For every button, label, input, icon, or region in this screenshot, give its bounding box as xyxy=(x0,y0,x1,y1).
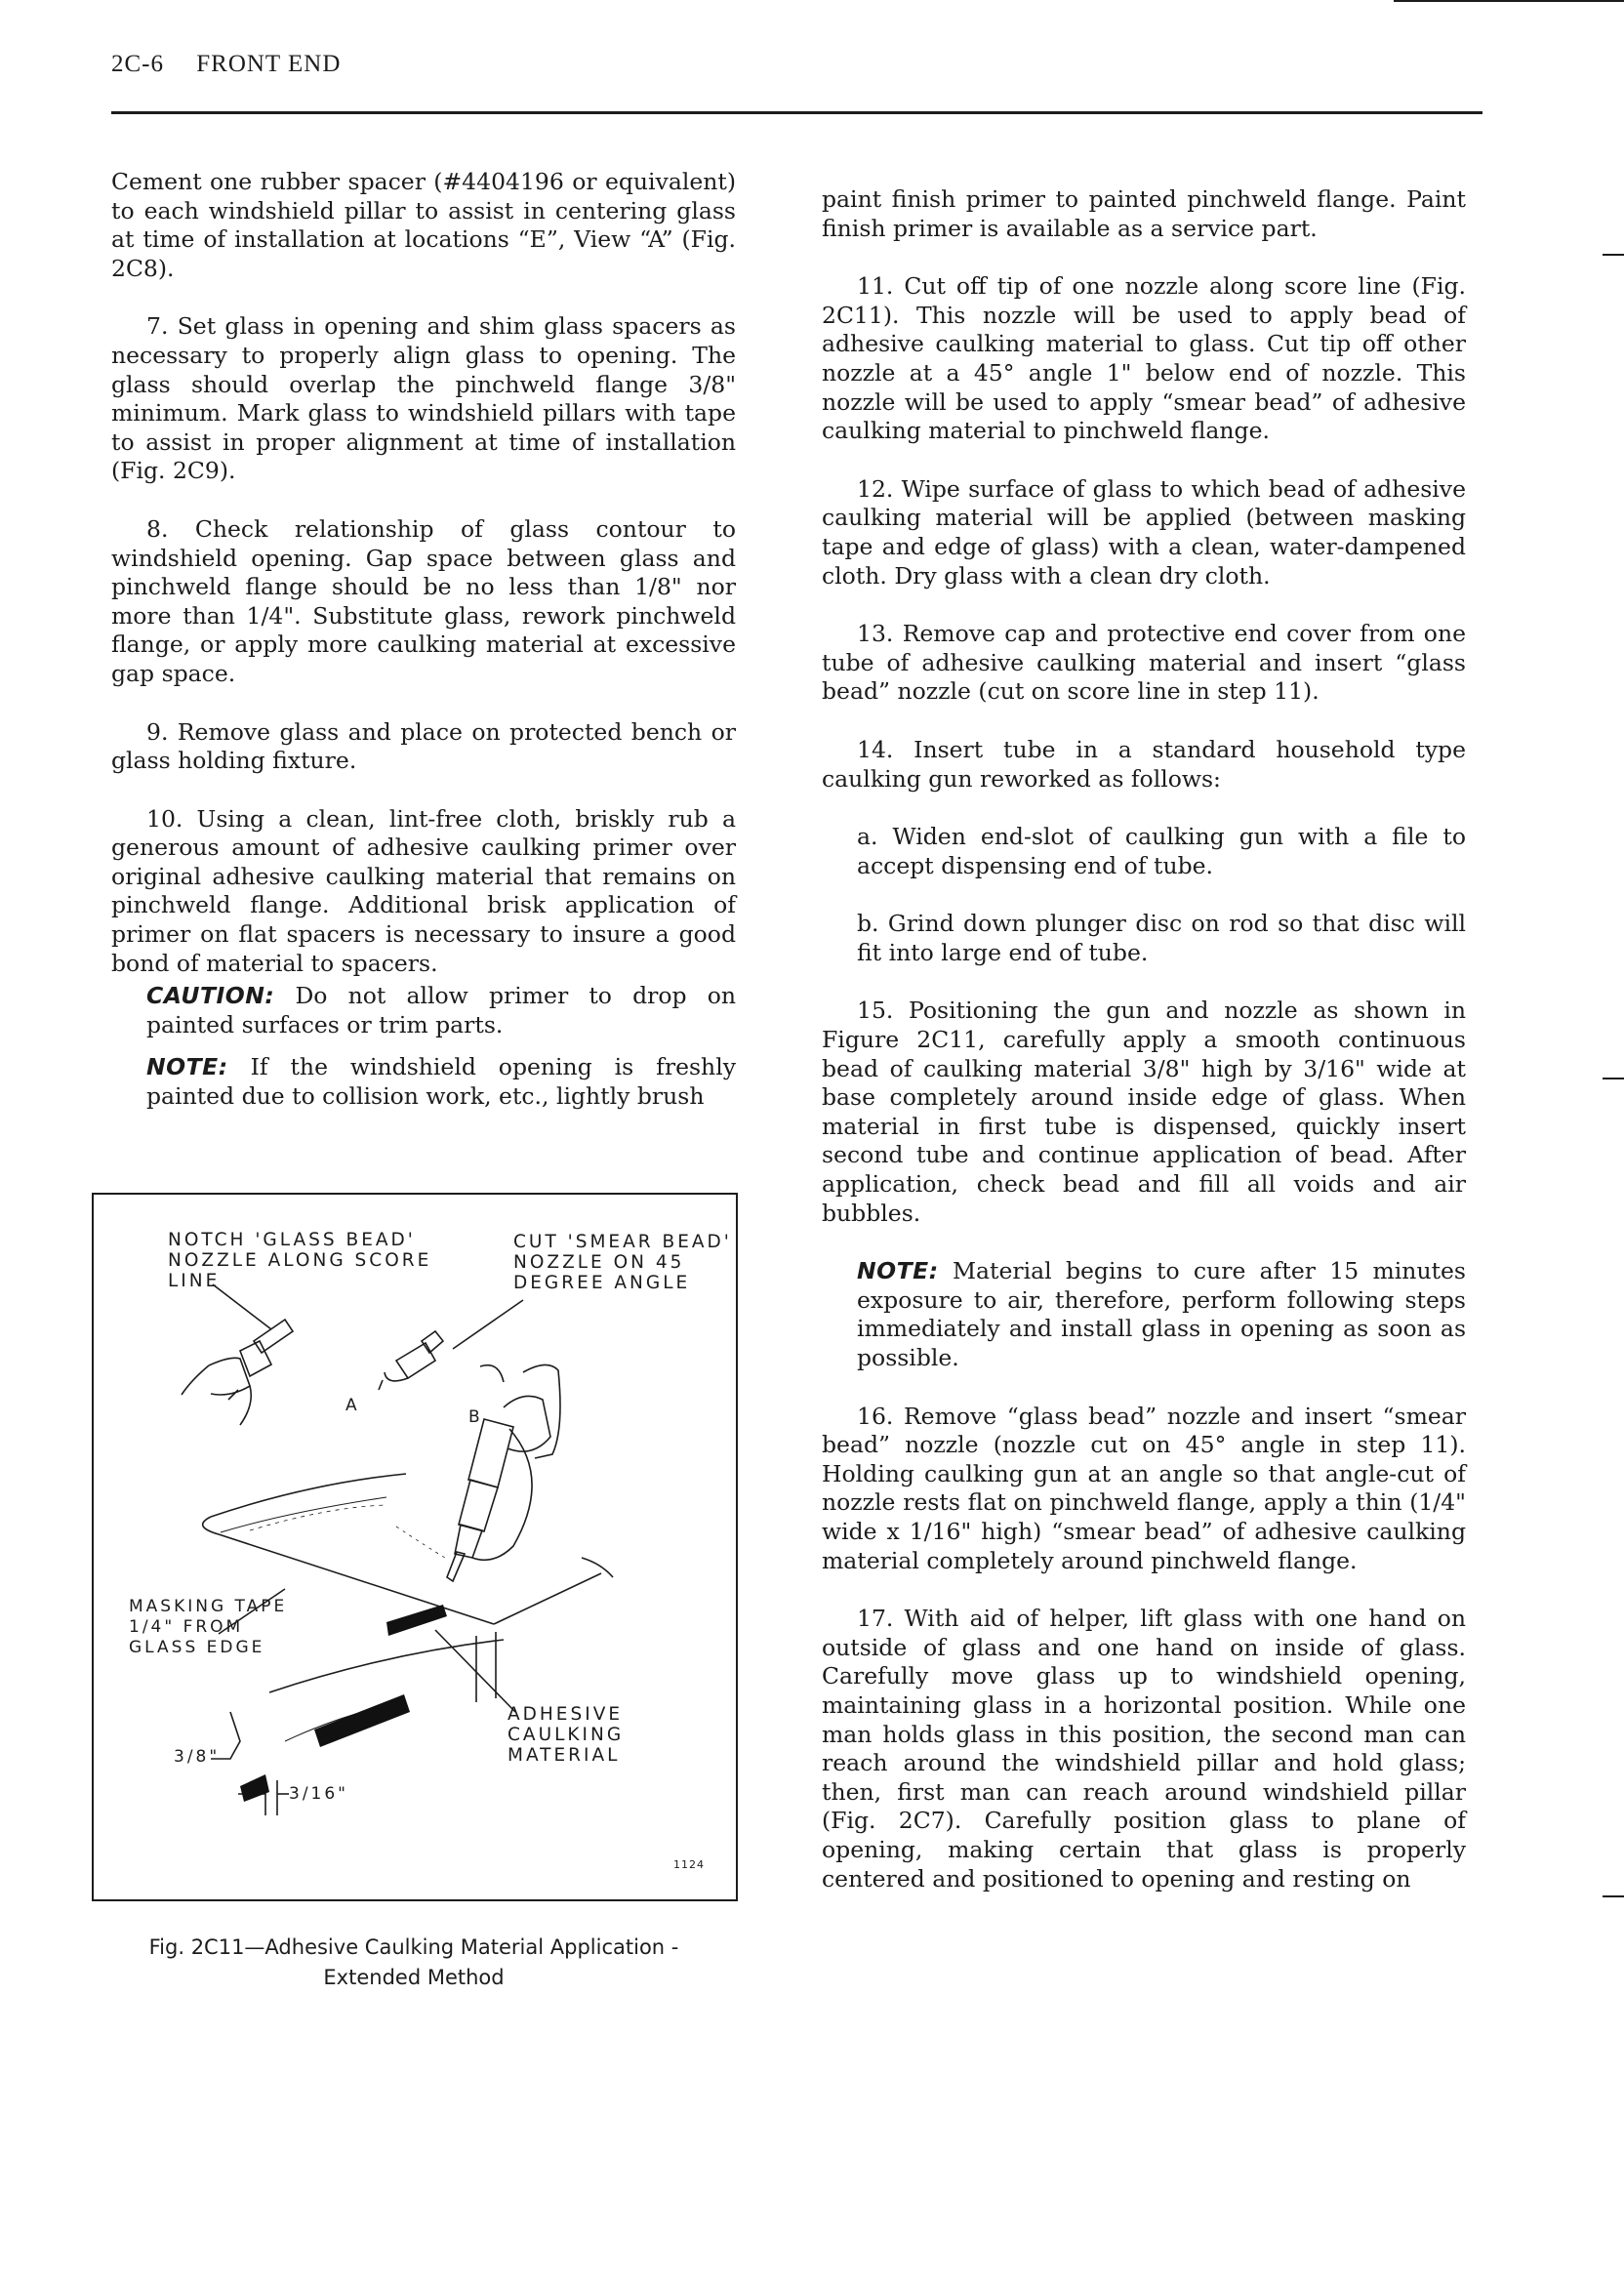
step-13: 13. Remove cap and protective end cover from one tube of adhesive caulking material and insert “glass bead” nozzle (cut on score line in step 11). xyxy=(822,620,1466,706)
nozzle-b-drawing xyxy=(379,1331,443,1390)
step-12: 12. Wipe surface of glass to which bead of adhesive caulking material will be applied (between masking tape and edge of glass) with a clean, water-dampened cloth. Dry glass with a clean dry cloth. xyxy=(822,474,1466,590)
right-column xyxy=(822,185,1466,1923)
step-10: 10. Using a clean, lint-free cloth, briskly rub a generous amount of adhesive caulking primer over original adhesive caulking material that remains on pinchweld flange. Additional brisk application of primer on flat spacers is necessary to insure a good bond of material to spacers. xyxy=(111,804,736,977)
label-nozzle-a: A xyxy=(345,1396,360,1415)
left-column xyxy=(111,168,736,1141)
leader-cut xyxy=(453,1300,523,1349)
label-figure-code: 1124 xyxy=(673,1858,705,1871)
paragraph-primer-continued: paint finish primer to painted pinchweld flange. Paint finish primer is available as a service part. xyxy=(822,185,1466,242)
top-rule-corner xyxy=(1394,0,1624,2)
leader-adhesive xyxy=(435,1630,515,1712)
step-7: 7. Set glass in opening and shim glass spacers as necessary to properly align glass to opening. The glass should overlap the pinchweld flange 3/8" minimum. Mark glass to windshield pillars with tape to assist in proper alignment at time of installation (Fig. 2C9). xyxy=(111,312,736,485)
note-freshly-painted xyxy=(146,1053,736,1111)
nozzle-a-drawing xyxy=(182,1320,293,1425)
figure-illustration xyxy=(94,1195,736,1899)
note-material-cure xyxy=(857,1257,1466,1372)
label-bead-height: 3/8" xyxy=(174,1747,221,1767)
label-notch-glass-bead: NOTCH 'GLASS BEAD' NOZZLE ALONG SCORE LINE xyxy=(168,1230,432,1291)
adhesive-bead-lower xyxy=(314,1694,410,1747)
page-header xyxy=(111,51,341,78)
caution-label: CAUTION: xyxy=(146,982,275,1010)
paragraph-spacer: Cement one rubber spacer (#4404196 or equivalent) to each windshield pillar to assist in centering glass at time of installation at locations “E”, View “A” (Fig. 2C8). xyxy=(111,168,736,282)
step-17: 17. With aid of helper, lift glass with one hand on outside of glass and one hand on inside of glass. Carefully move glass up to windshield opening, maintaining glass in a horizontal position. While one man holds glass in this position, the second man can reach around the windshield pillar and hold glass; then, first man can reach around windshield pillar (Fig. 2C7). Carefully position glass to plane of opening, making certain that glass is properly centered and positioned to opening and resting on xyxy=(822,1605,1466,1893)
label-cut-smear-bead: CUT 'SMEAR BEAD' NOZZLE ON 45 DEGREE ANGLE xyxy=(513,1232,732,1293)
step-11: 11. Cut off tip of one nozzle along score line (Fig. 2C11). This nozzle will be used to apply bead of adhesive caulking material to glass. Cut tip off other nozzle at a 45° angle 1" below end of nozzle. This nozzle will be used to apply “smear bead” of adhesive caulking material to pinchweld flange. xyxy=(822,272,1466,445)
adhesive-bead-upper xyxy=(386,1605,447,1636)
figure-caption xyxy=(111,1933,716,1993)
label-masking-tape: MASKING TAPE 1/4" FROM GLASS EDGE xyxy=(129,1597,288,1657)
note-cure-label: NOTE: xyxy=(857,1257,939,1285)
label-bead-width: 3/16" xyxy=(289,1784,348,1804)
margin-mark-1 xyxy=(1603,254,1624,256)
step-14: 14. Insert tube in a standard household type caulking gun reworked as follows: xyxy=(822,735,1466,793)
step-14a: a. Widen end-slot of caulking gun with a file to accept dispensing end of tube. xyxy=(857,823,1466,879)
glass-sheet-drawing xyxy=(203,1474,613,1624)
note-cure-text: Material begins to cure after 15 minutes exposure to air, therefore, perform following steps immediately and install glass in opening as soon as possible. xyxy=(857,1257,1466,1371)
step-9: 9. Remove glass and place on protected bench or glass holding fixture. xyxy=(111,717,736,775)
step-16: 16. Remove “glass bead” nozzle and insert “smear bead” nozzle (nozzle cut on 45° angle in step 11). Holding caulking gun at an angle so that angle-cut of nozzle rests flat on pinchweld flange, apply a thin (1/4" wide x 1/16" high) “smear bead” of adhesive caulking material completely around pinchweld flange. xyxy=(822,1402,1466,1574)
figure-2c11 xyxy=(92,1193,738,1901)
header-rule xyxy=(111,111,1482,114)
note-text: If the windshield opening is freshly painted due to collision work, etc., lightly brush xyxy=(146,1053,736,1111)
step-8: 8. Check relationship of glass contour to windshield opening. Gap space between glass and pinchweld flange should be no less than 1/8" nor more than 1/4". Substitute glass, rework pinchweld flange, or apply more caulking material at excessive gap space. xyxy=(111,514,736,687)
figure-caption-line-2: Extended Method xyxy=(323,1966,505,1989)
leader-notch xyxy=(213,1284,271,1329)
step-15: 15. Positioning the gun and nozzle as shown in Figure 2C11, carefully apply a smooth continuous bead of caulking material 3/8" high by 3/16" wide at base completely around inside edge of glass. When material in first tube is dispensed, quickly insert second tube and continue application of bead. After application, check bead and fill all voids and air bubbles. xyxy=(822,997,1466,1227)
margin-mark-2 xyxy=(1603,1078,1624,1079)
label-adhesive-material: ADHESIVE CAULKING MATERIAL xyxy=(508,1704,625,1766)
leader-masking-tape xyxy=(219,1589,285,1634)
caution-note xyxy=(146,982,736,1039)
lower-glass-edge xyxy=(269,1640,504,1692)
leader-bead-height xyxy=(211,1712,240,1759)
margin-mark-3 xyxy=(1603,1895,1624,1897)
figure-caption-line-1: Fig. 2C11—Adhesive Caulking Material Application - xyxy=(148,1935,679,1959)
caulking-gun-drawing xyxy=(447,1364,560,1581)
note-label: NOTE: xyxy=(146,1053,228,1081)
step-14b: b. Grind down plunger disc on rod so that disc will fit into large end of tube. xyxy=(857,910,1466,966)
section-title: FRONT END xyxy=(196,51,342,77)
caution-text: Do not allow primer to drop on painted surfaces or trim parts. xyxy=(146,982,736,1038)
page-number: 2C-6 xyxy=(111,51,164,77)
label-nozzle-b: B xyxy=(468,1407,483,1427)
